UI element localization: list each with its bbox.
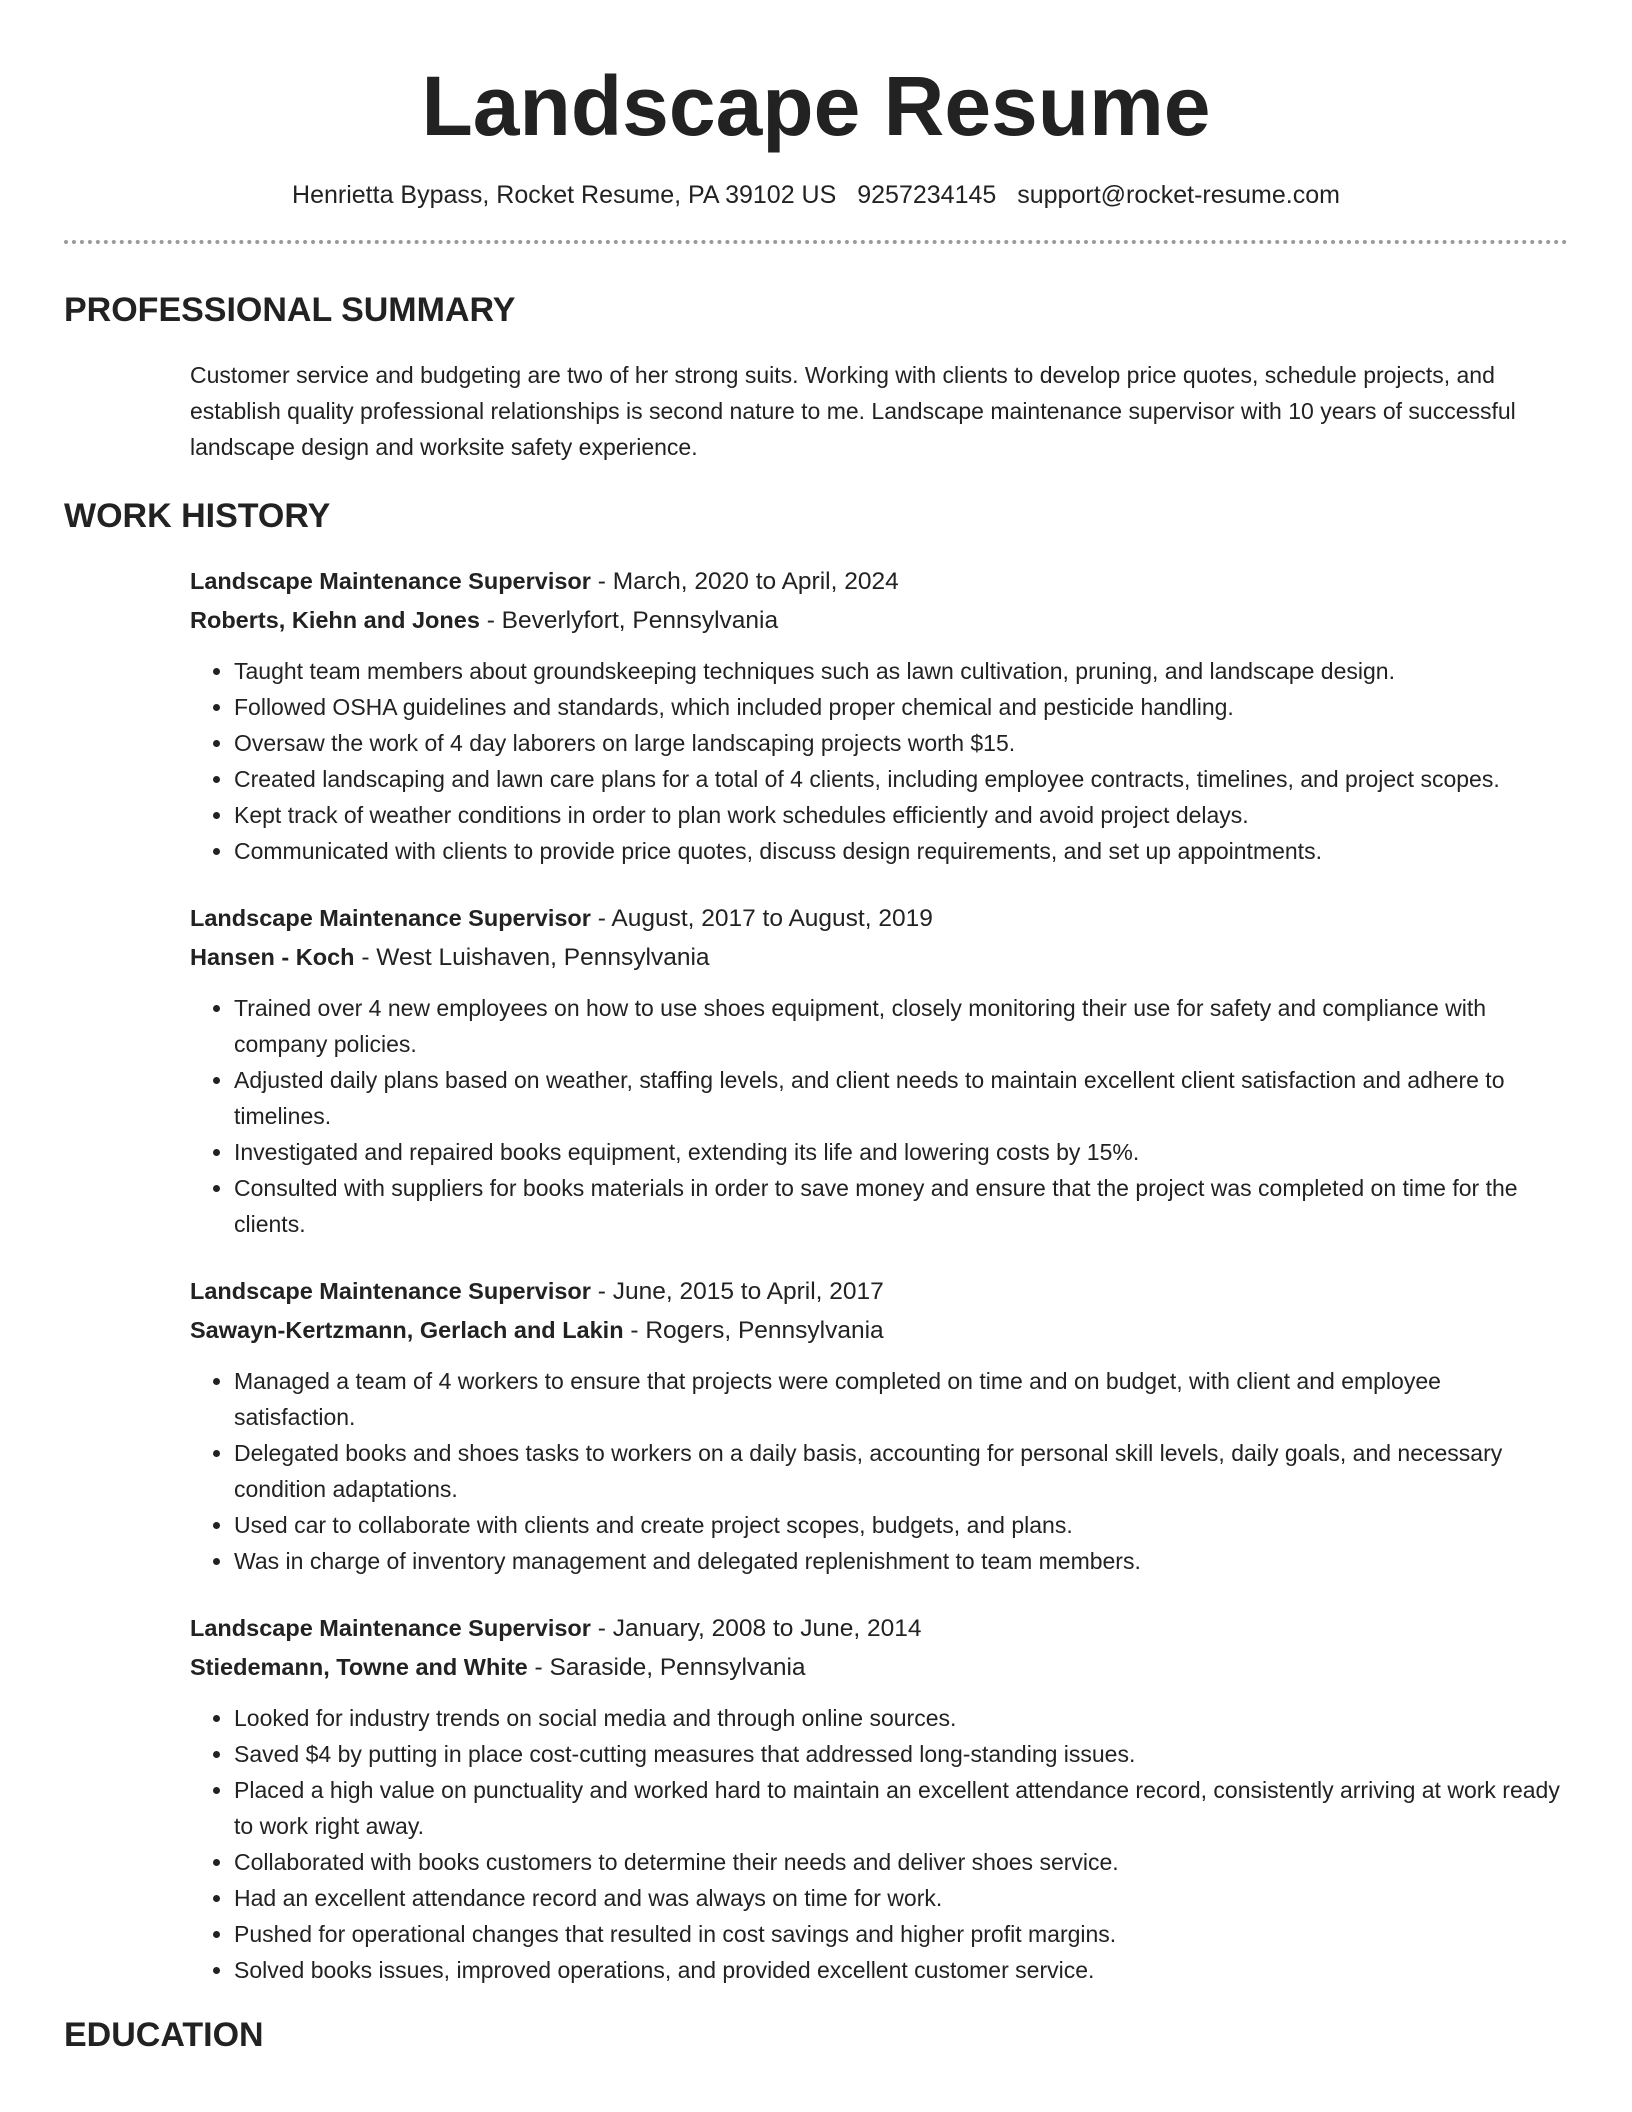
job-company: Roberts, Kiehn and Jones	[190, 607, 480, 633]
job-title-line	[190, 562, 1568, 601]
header-divider	[64, 240, 1568, 244]
job-bullet: • Had an excellent attendance record and was always on time for work.	[234, 1880, 1568, 1916]
resume-title: Landscape Resume	[421, 59, 1211, 153]
job-bullet: • Adjusted daily plans based on weather, staffing levels, and client needs to maintain excellent client satisfaction and adhere to timelines.	[234, 1062, 1568, 1134]
job-bullet-list	[190, 653, 1568, 869]
job-title: Landscape Maintenance Supervisor	[190, 1615, 591, 1641]
job-company: Hansen - Koch	[190, 944, 355, 970]
job-company-line	[190, 1311, 1568, 1350]
job-company: Sawayn-Kertzmann, Gerlach and Lakin	[190, 1317, 624, 1343]
job-bullet: • Solved books issues, improved operations, and provided excellent customer service.	[234, 1952, 1568, 1988]
job-bullet: • Oversaw the work of 4 day laborers on large landscaping projects worth $15.	[234, 725, 1568, 761]
job-bullet: • Trained over 4 new employees on how to use shoes equipment, closely monitoring their use for safety and compliance with company policies.	[234, 990, 1568, 1062]
job-company-line	[190, 938, 1568, 977]
work-history-heading: WORK HISTORY	[64, 497, 331, 535]
job-title: Landscape Maintenance Supervisor	[190, 1278, 591, 1304]
job-bullet: • Looked for industry trends on social media and through online sources.	[234, 1700, 1568, 1736]
job-bullet: • Pushed for operational changes that resulted in cost savings and higher profit margins.	[234, 1916, 1568, 1952]
summary-heading: PROFESSIONAL SUMMARY	[64, 291, 516, 329]
job-bullet: • Followed OSHA guidelines and standards, which included proper chemical and pesticide handling.	[234, 689, 1568, 725]
contact-address: Henrietta Bypass, Rocket Resume, PA 39102 US	[292, 181, 837, 209]
job-title-line	[190, 899, 1568, 938]
job-dates: - March, 2020 to April, 2024	[590, 568, 899, 595]
job-title: Landscape Maintenance Supervisor	[190, 568, 591, 594]
job-location: - Beverlyfort, Pennsylvania	[479, 607, 779, 634]
contact-email: support@rocket-resume.com	[1017, 181, 1340, 209]
job-bullet: • Kept track of weather conditions in order to plan work schedules efficiently and avoid project delays.	[234, 797, 1568, 833]
job-bullet-list	[190, 1700, 1568, 1988]
job-entry	[190, 1272, 1568, 1579]
job-dates: - January, 2008 to June, 2014	[590, 1615, 922, 1642]
job-company-line	[190, 601, 1568, 640]
job-bullet: • Communicated with clients to provide price quotes, discuss design requirements, and set up appointments.	[234, 833, 1568, 869]
contact-line	[64, 178, 1568, 212]
job-bullet: • Saved $4 by putting in place cost-cutting measures that addressed long-standing issues.	[234, 1736, 1568, 1772]
job-bullet: • Managed a team of 4 workers to ensure that projects were completed on time and on budget, with client and employee satisfaction.	[234, 1363, 1568, 1435]
job-bullet: • Created landscaping and lawn care plans for a total of 4 clients, including employee contracts, timelines, and project scopes.	[234, 761, 1568, 797]
job-entry	[190, 562, 1568, 869]
job-dates: - June, 2015 to April, 2017	[590, 1278, 884, 1305]
job-title-line	[190, 1609, 1568, 1648]
work-history-list	[190, 562, 1568, 1988]
job-title: Landscape Maintenance Supervisor	[190, 905, 591, 931]
job-bullet: • Delegated books and shoes tasks to workers on a daily basis, accounting for personal skill levels, daily goals, and necessary condition adaptations.	[234, 1435, 1568, 1507]
job-location: - Saraside, Pennsylvania	[527, 1654, 806, 1681]
job-location: - West Luishaven, Pennsylvania	[354, 944, 710, 971]
job-bullet: • Used car to collaborate with clients and create project scopes, budgets, and plans.	[234, 1507, 1568, 1543]
job-bullet: • Placed a high value on punctuality and worked hard to maintain an excellent attendance record, consistently arriving at work ready to work right away.	[234, 1772, 1568, 1844]
job-bullet-list	[190, 1363, 1568, 1579]
job-company: Stiedemann, Towne and White	[190, 1654, 528, 1680]
job-entry	[190, 899, 1568, 1242]
job-bullet: • Consulted with suppliers for books materials in order to save money and ensure that the project was completed on time for the clients.	[234, 1170, 1568, 1242]
job-company-line	[190, 1648, 1568, 1687]
job-bullet: • Collaborated with books customers to determine their needs and deliver shoes service.	[234, 1844, 1568, 1880]
job-bullet: • Was in charge of inventory management and delegated replenishment to team members.	[234, 1543, 1568, 1579]
job-bullet: • Taught team members about groundskeeping techniques such as lawn cultivation, pruning, and landscape design.	[234, 653, 1568, 689]
job-location: - Rogers, Pennsylvania	[623, 1317, 884, 1344]
education-heading: EDUCATION	[64, 2016, 264, 2054]
job-bullet: • Investigated and repaired books equipment, extending its life and lowering costs by 15%.	[234, 1134, 1568, 1170]
job-dates: - August, 2017 to August, 2019	[590, 905, 933, 932]
job-entry	[190, 1609, 1568, 1988]
contact-phone: 9257234145	[857, 181, 997, 209]
job-title-line	[190, 1272, 1568, 1311]
job-bullet-list	[190, 990, 1568, 1242]
summary-text: Customer service and budgeting are two of her strong suits. Working with clients to develop price quotes, schedule projects, and establish quality professional relationships is second nature to me. Landscape maintenance supervisor with 10 years of successful landscape design and worksite safety experience.	[190, 362, 1516, 460]
